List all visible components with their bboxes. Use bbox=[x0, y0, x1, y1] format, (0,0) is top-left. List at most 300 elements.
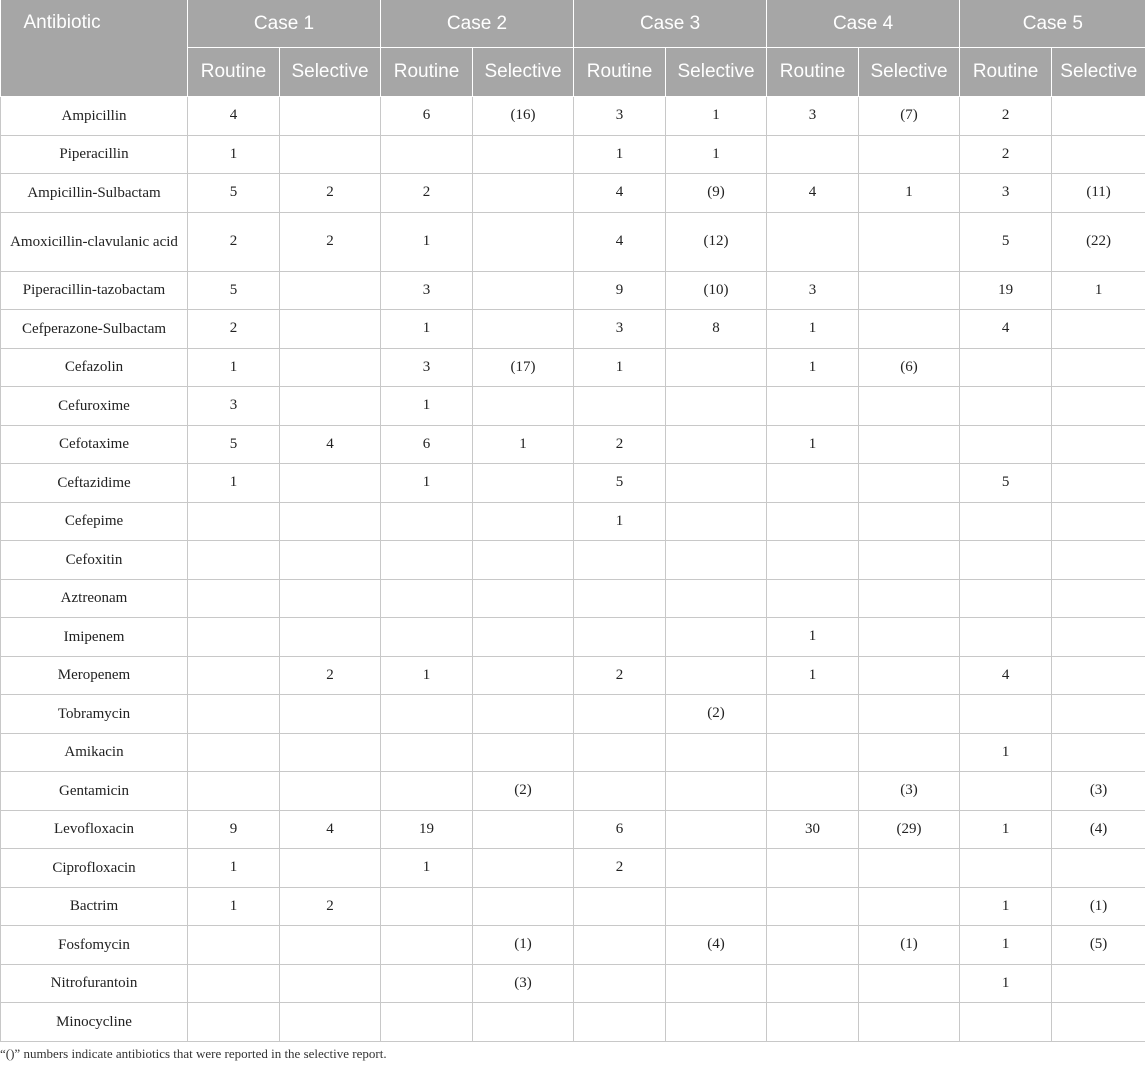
routine-cell-case-2 bbox=[381, 579, 473, 618]
selective-cell-case-1 bbox=[280, 695, 381, 734]
selective-cell-case-2 bbox=[473, 387, 574, 426]
selective-cell-case-1 bbox=[280, 926, 381, 965]
routine-cell-case-5: 19 bbox=[960, 271, 1052, 310]
routine-cell-case-3 bbox=[574, 887, 666, 926]
routine-cell-case-2 bbox=[381, 1003, 473, 1042]
header-case-4: Case 4 bbox=[767, 0, 960, 48]
selective-cell-case-2 bbox=[473, 810, 574, 849]
routine-cell-case-4 bbox=[767, 212, 859, 271]
routine-cell-case-5 bbox=[960, 541, 1052, 580]
routine-cell-case-3: 4 bbox=[574, 174, 666, 213]
routine-cell-case-3: 5 bbox=[574, 464, 666, 503]
routine-cell-case-2 bbox=[381, 733, 473, 772]
table-row bbox=[1, 1003, 1145, 1042]
selective-cell-case-4: 1 bbox=[859, 174, 960, 213]
routine-cell-case-3: 1 bbox=[574, 502, 666, 541]
table-row bbox=[1, 425, 1145, 464]
routine-cell-case-4 bbox=[767, 926, 859, 965]
routine-cell-case-2: 3 bbox=[381, 348, 473, 387]
table-row bbox=[1, 926, 1145, 965]
selective-cell-case-2 bbox=[473, 541, 574, 580]
antibiotic-name-cell: Ampicillin bbox=[1, 97, 188, 136]
selective-cell-case-4 bbox=[859, 618, 960, 657]
table-row bbox=[1, 502, 1145, 541]
routine-cell-case-5: 4 bbox=[960, 310, 1052, 349]
antibiotic-name-cell: Meropenem bbox=[1, 656, 188, 695]
selective-cell-case-3 bbox=[666, 425, 767, 464]
selective-cell-case-5 bbox=[1052, 1003, 1145, 1042]
selective-cell-case-5 bbox=[1052, 695, 1145, 734]
selective-cell-case-1: 4 bbox=[280, 810, 381, 849]
selective-cell-case-3 bbox=[666, 1003, 767, 1042]
selective-cell-case-2: (16) bbox=[473, 97, 574, 136]
table-footnote: “()” numbers indicate antibiotics that were reported in the selective report. bbox=[0, 1046, 387, 1061]
routine-cell-case-5 bbox=[960, 618, 1052, 657]
routine-cell-case-2 bbox=[381, 502, 473, 541]
routine-cell-case-1 bbox=[188, 964, 280, 1003]
routine-cell-case-3: 4 bbox=[574, 212, 666, 271]
selective-cell-case-5: (5) bbox=[1052, 926, 1145, 965]
table-row bbox=[1, 810, 1145, 849]
selective-cell-case-4 bbox=[859, 464, 960, 503]
routine-cell-case-5 bbox=[960, 849, 1052, 888]
selective-cell-case-2: (17) bbox=[473, 348, 574, 387]
antibiotic-name-cell: Gentamicin bbox=[1, 772, 188, 811]
selective-cell-case-2 bbox=[473, 1003, 574, 1042]
routine-cell-case-1 bbox=[188, 502, 280, 541]
selective-cell-case-2 bbox=[473, 618, 574, 657]
selective-cell-case-5 bbox=[1052, 310, 1145, 349]
header-selective: Selective bbox=[473, 48, 574, 97]
routine-cell-case-3 bbox=[574, 387, 666, 426]
selective-cell-case-2 bbox=[473, 212, 574, 271]
routine-cell-case-4 bbox=[767, 964, 859, 1003]
routine-cell-case-3 bbox=[574, 1003, 666, 1042]
routine-cell-case-5 bbox=[960, 387, 1052, 426]
routine-cell-case-3: 2 bbox=[574, 849, 666, 888]
routine-cell-case-1: 5 bbox=[188, 425, 280, 464]
table-row bbox=[1, 733, 1145, 772]
selective-cell-case-1 bbox=[280, 348, 381, 387]
selective-cell-case-2 bbox=[473, 135, 574, 174]
antibiotic-name-cell: Piperacillin-tazobactam bbox=[1, 271, 188, 310]
selective-cell-case-5 bbox=[1052, 425, 1145, 464]
routine-cell-case-3 bbox=[574, 964, 666, 1003]
selective-cell-case-5: 1 bbox=[1052, 271, 1145, 310]
header-routine: Routine bbox=[767, 48, 859, 97]
routine-cell-case-3: 2 bbox=[574, 425, 666, 464]
table-row bbox=[1, 348, 1145, 387]
routine-cell-case-4 bbox=[767, 695, 859, 734]
header-case-3: Case 3 bbox=[574, 0, 767, 48]
routine-cell-case-5: 1 bbox=[960, 964, 1052, 1003]
selective-cell-case-3: 8 bbox=[666, 310, 767, 349]
routine-cell-case-2: 1 bbox=[381, 464, 473, 503]
selective-cell-case-1 bbox=[280, 1003, 381, 1042]
selective-cell-case-3 bbox=[666, 656, 767, 695]
header-selective: Selective bbox=[280, 48, 381, 97]
table-row bbox=[1, 174, 1145, 213]
routine-cell-case-1 bbox=[188, 772, 280, 811]
selective-cell-case-4 bbox=[859, 135, 960, 174]
antibiotic-name-cell: Imipenem bbox=[1, 618, 188, 657]
selective-cell-case-3 bbox=[666, 502, 767, 541]
selective-cell-case-1: 4 bbox=[280, 425, 381, 464]
routine-cell-case-4 bbox=[767, 135, 859, 174]
routine-cell-case-1 bbox=[188, 926, 280, 965]
header-selective: Selective bbox=[859, 48, 960, 97]
routine-cell-case-2 bbox=[381, 541, 473, 580]
routine-cell-case-4: 3 bbox=[767, 271, 859, 310]
routine-cell-case-5: 3 bbox=[960, 174, 1052, 213]
selective-cell-case-1 bbox=[280, 541, 381, 580]
routine-cell-case-2 bbox=[381, 135, 473, 174]
selective-cell-case-4 bbox=[859, 212, 960, 271]
header-routine: Routine bbox=[188, 48, 280, 97]
routine-cell-case-3: 2 bbox=[574, 656, 666, 695]
selective-cell-case-1: 2 bbox=[280, 887, 381, 926]
routine-cell-case-5: 1 bbox=[960, 926, 1052, 965]
selective-cell-case-4: (7) bbox=[859, 97, 960, 136]
selective-cell-case-5: (11) bbox=[1052, 174, 1145, 213]
selective-cell-case-3 bbox=[666, 772, 767, 811]
selective-cell-case-4 bbox=[859, 310, 960, 349]
selective-cell-case-4 bbox=[859, 271, 960, 310]
antibiotic-name-cell: Ciprofloxacin bbox=[1, 849, 188, 888]
antibiotic-name-cell: Amoxicillin-clavulanic acid bbox=[1, 212, 188, 271]
antibiotic-name-cell: Cefoxitin bbox=[1, 541, 188, 580]
selective-cell-case-3 bbox=[666, 348, 767, 387]
routine-cell-case-2: 6 bbox=[381, 425, 473, 464]
header-routine: Routine bbox=[381, 48, 473, 97]
routine-cell-case-4 bbox=[767, 887, 859, 926]
selective-cell-case-3 bbox=[666, 810, 767, 849]
selective-cell-case-2 bbox=[473, 271, 574, 310]
selective-cell-case-1 bbox=[280, 733, 381, 772]
selective-cell-case-4: (3) bbox=[859, 772, 960, 811]
selective-cell-case-1 bbox=[280, 849, 381, 888]
table-row bbox=[1, 541, 1145, 580]
routine-cell-case-1: 5 bbox=[188, 174, 280, 213]
selective-cell-case-4: (29) bbox=[859, 810, 960, 849]
selective-cell-case-4 bbox=[859, 579, 960, 618]
selective-cell-case-4 bbox=[859, 541, 960, 580]
routine-cell-case-2: 3 bbox=[381, 271, 473, 310]
routine-cell-case-2 bbox=[381, 772, 473, 811]
antibiotic-name-cell: Bactrim bbox=[1, 887, 188, 926]
routine-cell-case-2 bbox=[381, 964, 473, 1003]
header-routine: Routine bbox=[960, 48, 1052, 97]
routine-cell-case-3 bbox=[574, 926, 666, 965]
routine-cell-case-4: 1 bbox=[767, 348, 859, 387]
table-body bbox=[1, 97, 1145, 1042]
routine-cell-case-1: 1 bbox=[188, 348, 280, 387]
routine-cell-case-4: 30 bbox=[767, 810, 859, 849]
routine-cell-case-2: 1 bbox=[381, 212, 473, 271]
routine-cell-case-2: 1 bbox=[381, 387, 473, 426]
selective-cell-case-3 bbox=[666, 733, 767, 772]
routine-cell-case-5 bbox=[960, 1003, 1052, 1042]
selective-cell-case-3: (12) bbox=[666, 212, 767, 271]
header-antibiotic: Antibiotic bbox=[1, 0, 188, 97]
routine-cell-case-2 bbox=[381, 618, 473, 657]
selective-cell-case-5: (3) bbox=[1052, 772, 1145, 811]
selective-cell-case-4 bbox=[859, 887, 960, 926]
table-row bbox=[1, 964, 1145, 1003]
selective-cell-case-4 bbox=[859, 695, 960, 734]
selective-cell-case-1: 2 bbox=[280, 212, 381, 271]
routine-cell-case-2 bbox=[381, 887, 473, 926]
selective-cell-case-5 bbox=[1052, 579, 1145, 618]
selective-cell-case-1 bbox=[280, 502, 381, 541]
routine-cell-case-2: 2 bbox=[381, 174, 473, 213]
routine-cell-case-4: 4 bbox=[767, 174, 859, 213]
table-row bbox=[1, 772, 1145, 811]
routine-cell-case-3: 3 bbox=[574, 97, 666, 136]
routine-cell-case-5 bbox=[960, 348, 1052, 387]
selective-cell-case-5 bbox=[1052, 656, 1145, 695]
routine-cell-case-3: 1 bbox=[574, 348, 666, 387]
antibiotic-name-cell: Piperacillin bbox=[1, 135, 188, 174]
selective-cell-case-3: (9) bbox=[666, 174, 767, 213]
routine-cell-case-1: 2 bbox=[188, 212, 280, 271]
antibiotic-name-cell: Cefepime bbox=[1, 502, 188, 541]
selective-cell-case-1 bbox=[280, 135, 381, 174]
antibiotic-name-cell: Aztreonam bbox=[1, 579, 188, 618]
routine-cell-case-5 bbox=[960, 695, 1052, 734]
antibiotic-name-cell: Ceftazidime bbox=[1, 464, 188, 503]
selective-cell-case-5 bbox=[1052, 733, 1145, 772]
selective-cell-case-5 bbox=[1052, 541, 1145, 580]
routine-cell-case-5: 2 bbox=[960, 135, 1052, 174]
routine-cell-case-1: 1 bbox=[188, 135, 280, 174]
header-case-2: Case 2 bbox=[381, 0, 574, 48]
selective-cell-case-1 bbox=[280, 310, 381, 349]
routine-cell-case-5 bbox=[960, 425, 1052, 464]
routine-cell-case-4 bbox=[767, 849, 859, 888]
selective-cell-case-3: (10) bbox=[666, 271, 767, 310]
routine-cell-case-4: 3 bbox=[767, 97, 859, 136]
selective-cell-case-1 bbox=[280, 271, 381, 310]
selective-cell-case-2 bbox=[473, 579, 574, 618]
routine-cell-case-2: 1 bbox=[381, 310, 473, 349]
routine-cell-case-3: 6 bbox=[574, 810, 666, 849]
routine-cell-case-4 bbox=[767, 464, 859, 503]
selective-cell-case-2 bbox=[473, 656, 574, 695]
routine-cell-case-1: 1 bbox=[188, 887, 280, 926]
routine-cell-case-2 bbox=[381, 695, 473, 734]
selective-cell-case-4 bbox=[859, 387, 960, 426]
selective-cell-case-3 bbox=[666, 579, 767, 618]
selective-cell-case-5 bbox=[1052, 135, 1145, 174]
routine-cell-case-4 bbox=[767, 541, 859, 580]
selective-cell-case-3 bbox=[666, 618, 767, 657]
routine-cell-case-4: 1 bbox=[767, 656, 859, 695]
selective-cell-case-1 bbox=[280, 464, 381, 503]
selective-cell-case-3 bbox=[666, 964, 767, 1003]
routine-cell-case-5: 5 bbox=[960, 464, 1052, 503]
header-selective: Selective bbox=[666, 48, 767, 97]
selective-cell-case-2: (3) bbox=[473, 964, 574, 1003]
selective-cell-case-4 bbox=[859, 733, 960, 772]
selective-cell-case-5 bbox=[1052, 387, 1145, 426]
routine-cell-case-1: 1 bbox=[188, 849, 280, 888]
selective-cell-case-2 bbox=[473, 174, 574, 213]
selective-cell-case-3: 1 bbox=[666, 135, 767, 174]
routine-cell-case-1: 1 bbox=[188, 464, 280, 503]
routine-cell-case-3 bbox=[574, 579, 666, 618]
antibiotic-name-cell: Amikacin bbox=[1, 733, 188, 772]
routine-cell-case-1 bbox=[188, 541, 280, 580]
routine-cell-case-3 bbox=[574, 772, 666, 811]
selective-cell-case-2 bbox=[473, 464, 574, 503]
antibiotic-name-cell: Minocycline bbox=[1, 1003, 188, 1042]
selective-cell-case-3: (4) bbox=[666, 926, 767, 965]
routine-cell-case-4 bbox=[767, 579, 859, 618]
routine-cell-case-2 bbox=[381, 926, 473, 965]
antibiotic-name-cell: Levofloxacin bbox=[1, 810, 188, 849]
table-row bbox=[1, 618, 1145, 657]
routine-cell-case-5 bbox=[960, 579, 1052, 618]
table-row bbox=[1, 271, 1145, 310]
selective-cell-case-2 bbox=[473, 733, 574, 772]
selective-cell-case-1 bbox=[280, 97, 381, 136]
selective-cell-case-4: (1) bbox=[859, 926, 960, 965]
selective-cell-case-4 bbox=[859, 849, 960, 888]
routine-cell-case-5: 5 bbox=[960, 212, 1052, 271]
routine-cell-case-1 bbox=[188, 1003, 280, 1042]
routine-cell-case-3: 1 bbox=[574, 135, 666, 174]
routine-cell-case-3 bbox=[574, 541, 666, 580]
routine-cell-case-5: 2 bbox=[960, 97, 1052, 136]
header-selective: Selective bbox=[1052, 48, 1145, 97]
table-row bbox=[1, 849, 1145, 888]
header-case-5: Case 5 bbox=[960, 0, 1145, 48]
routine-cell-case-4: 1 bbox=[767, 310, 859, 349]
selective-cell-case-3: (2) bbox=[666, 695, 767, 734]
routine-cell-case-1 bbox=[188, 579, 280, 618]
selective-cell-case-3: 1 bbox=[666, 97, 767, 136]
table-row bbox=[1, 579, 1145, 618]
routine-cell-case-4 bbox=[767, 502, 859, 541]
selective-cell-case-1: 2 bbox=[280, 174, 381, 213]
routine-cell-case-5: 4 bbox=[960, 656, 1052, 695]
selective-cell-case-4 bbox=[859, 1003, 960, 1042]
routine-cell-case-1 bbox=[188, 695, 280, 734]
routine-cell-case-1: 4 bbox=[188, 97, 280, 136]
routine-cell-case-1 bbox=[188, 733, 280, 772]
selective-cell-case-4 bbox=[859, 656, 960, 695]
table-row bbox=[1, 887, 1145, 926]
table-row bbox=[1, 310, 1145, 349]
selective-cell-case-4 bbox=[859, 502, 960, 541]
selective-cell-case-1 bbox=[280, 387, 381, 426]
selective-cell-case-2 bbox=[473, 502, 574, 541]
header-case-1: Case 1 bbox=[188, 0, 381, 48]
table-header bbox=[1, 0, 1145, 97]
selective-cell-case-1 bbox=[280, 618, 381, 657]
routine-cell-case-1 bbox=[188, 618, 280, 657]
selective-cell-case-5: (22) bbox=[1052, 212, 1145, 271]
selective-cell-case-4 bbox=[859, 425, 960, 464]
selective-cell-case-1 bbox=[280, 772, 381, 811]
selective-cell-case-2: (1) bbox=[473, 926, 574, 965]
routine-cell-case-1: 9 bbox=[188, 810, 280, 849]
selective-cell-case-4 bbox=[859, 964, 960, 1003]
selective-cell-case-1 bbox=[280, 579, 381, 618]
header-row-cases bbox=[1, 0, 1145, 48]
selective-cell-case-2 bbox=[473, 310, 574, 349]
selective-cell-case-5 bbox=[1052, 97, 1145, 136]
routine-cell-case-5: 1 bbox=[960, 887, 1052, 926]
table-row bbox=[1, 135, 1145, 174]
routine-cell-case-5 bbox=[960, 502, 1052, 541]
routine-cell-case-3: 9 bbox=[574, 271, 666, 310]
antibiotic-name-cell: Cefuroxime bbox=[1, 387, 188, 426]
selective-cell-case-5 bbox=[1052, 964, 1145, 1003]
routine-cell-case-4: 1 bbox=[767, 425, 859, 464]
selective-cell-case-3 bbox=[666, 541, 767, 580]
antibiotic-name-cell: Tobramycin bbox=[1, 695, 188, 734]
selective-cell-case-5: (4) bbox=[1052, 810, 1145, 849]
routine-cell-case-5 bbox=[960, 772, 1052, 811]
selective-cell-case-5 bbox=[1052, 464, 1145, 503]
table-row bbox=[1, 387, 1145, 426]
routine-cell-case-2: 1 bbox=[381, 656, 473, 695]
routine-cell-case-3 bbox=[574, 695, 666, 734]
routine-cell-case-4 bbox=[767, 733, 859, 772]
routine-cell-case-2: 1 bbox=[381, 849, 473, 888]
selective-cell-case-5 bbox=[1052, 502, 1145, 541]
antibiotic-name-cell: Cefazolin bbox=[1, 348, 188, 387]
selective-cell-case-3 bbox=[666, 887, 767, 926]
table-row bbox=[1, 464, 1145, 503]
selective-cell-case-2 bbox=[473, 849, 574, 888]
antibiotic-name-cell: Cefotaxime bbox=[1, 425, 188, 464]
routine-cell-case-3 bbox=[574, 618, 666, 657]
selective-cell-case-2 bbox=[473, 887, 574, 926]
antibiotic-name-cell: Fosfomycin bbox=[1, 926, 188, 965]
routine-cell-case-4 bbox=[767, 387, 859, 426]
selective-cell-case-4: (6) bbox=[859, 348, 960, 387]
routine-cell-case-5: 1 bbox=[960, 733, 1052, 772]
routine-cell-case-1: 5 bbox=[188, 271, 280, 310]
selective-cell-case-1: 2 bbox=[280, 656, 381, 695]
selective-cell-case-5 bbox=[1052, 849, 1145, 888]
routine-cell-case-5: 1 bbox=[960, 810, 1052, 849]
routine-cell-case-2: 6 bbox=[381, 97, 473, 136]
table-row bbox=[1, 212, 1145, 271]
table-row bbox=[1, 695, 1145, 734]
routine-cell-case-4 bbox=[767, 1003, 859, 1042]
header-routine: Routine bbox=[574, 48, 666, 97]
selective-cell-case-5 bbox=[1052, 618, 1145, 657]
routine-cell-case-4: 1 bbox=[767, 618, 859, 657]
selective-cell-case-5 bbox=[1052, 348, 1145, 387]
antibiotic-name-cell: Ampicillin-Sulbactam bbox=[1, 174, 188, 213]
antibiotic-name-cell: Nitrofurantoin bbox=[1, 964, 188, 1003]
routine-cell-case-1: 3 bbox=[188, 387, 280, 426]
selective-cell-case-3 bbox=[666, 849, 767, 888]
selective-cell-case-3 bbox=[666, 464, 767, 503]
selective-cell-case-2: (2) bbox=[473, 772, 574, 811]
routine-cell-case-2: 19 bbox=[381, 810, 473, 849]
routine-cell-case-1 bbox=[188, 656, 280, 695]
routine-cell-case-1: 2 bbox=[188, 310, 280, 349]
table-row bbox=[1, 97, 1145, 136]
selective-cell-case-2: 1 bbox=[473, 425, 574, 464]
table-row bbox=[1, 656, 1145, 695]
